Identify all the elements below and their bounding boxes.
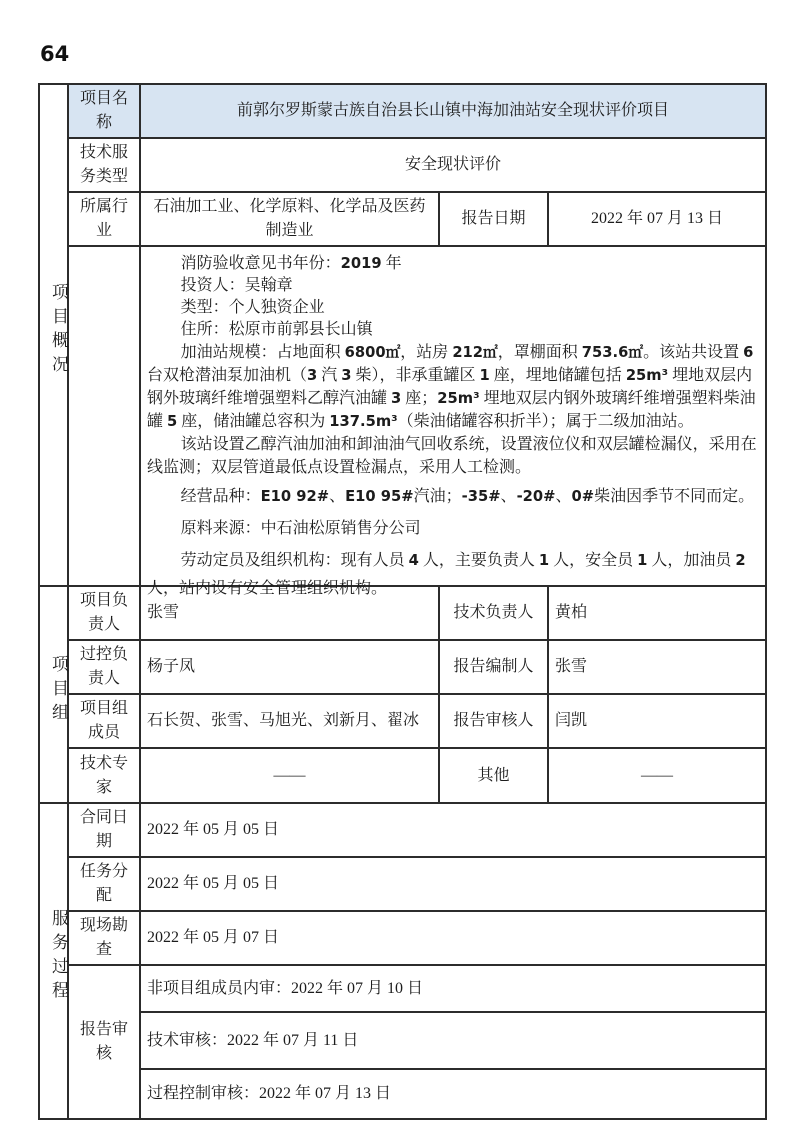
row-site-survey <box>39 911 766 965</box>
overview-line: 投资人：吴翰章 <box>180 277 293 294</box>
row-review-technical <box>39 1012 766 1069</box>
service-type-value: 安全现状评价 <box>140 138 766 192</box>
project-info-table <box>38 83 767 1120</box>
overview-line: 消防验收意见书年份：2019 年 <box>180 255 402 272</box>
team-members-label: 项目组成员 <box>68 694 140 748</box>
overview-details-text <box>147 253 759 597</box>
tech-leader-value: 黄柏 <box>548 586 766 640</box>
service-type-label: 技术服务类型 <box>68 138 140 192</box>
section-label-process <box>39 803 68 1119</box>
report-date-value: 2022 年 07 月 13 日 <box>548 192 766 246</box>
section-label-overview <box>39 84 68 586</box>
row-overview-details <box>39 246 766 586</box>
report-reviewer-label: 报告审核人 <box>439 694 548 748</box>
tech-leader-label: 技术负责人 <box>439 586 548 640</box>
task-assignment-label: 任务分配 <box>68 857 140 911</box>
row-review-process-control <box>39 1069 766 1119</box>
site-survey-label: 现场勘查 <box>68 911 140 965</box>
report-date-label: 报告日期 <box>439 192 548 246</box>
review-internal-value: 非项目组成员内审：2022 年 07 月 10 日 <box>140 965 766 1012</box>
team-side-label: 项目组 <box>49 654 68 727</box>
row-project-name <box>39 84 766 138</box>
report-review-label: 报告审核 <box>68 965 140 1119</box>
overview-line: 住所：松原市前郭县长山镇 <box>180 321 373 338</box>
overview-paragraph: 该站设置乙醇汽油加油和卸油油气回收系统，设置液位仪和双层罐检漏仪，采用在线监测；双层管道最低点设置检漏点，采用人工检测。 <box>147 436 757 476</box>
row-process-control-leader <box>39 640 766 694</box>
overview-empty-cell <box>68 246 140 586</box>
row-review-internal <box>39 965 766 1012</box>
overview-paragraph: 劳动定员及组织机构：现有人员 4 人，主要负责人 1 人，安全员 1 人，加油员 2 人，站内设有安全管理组织机构。 <box>147 552 746 597</box>
overview-side-label: 项目概况 <box>49 283 68 379</box>
process-side-label: 服务过程 <box>49 909 68 1005</box>
row-team-members <box>39 694 766 748</box>
tech-expert-value: —— <box>140 748 439 803</box>
project-leader-value: 张雪 <box>140 586 439 640</box>
overview-details <box>140 246 766 597</box>
row-contract-date <box>39 803 766 857</box>
project-leader-label: 项目负责人 <box>68 586 140 640</box>
section-label-team <box>39 586 68 803</box>
process-control-label: 过控负责人 <box>68 640 140 694</box>
industry-value: 石油加工业、化学原料、化学品及医药制造业 <box>140 192 439 246</box>
row-tech-expert <box>39 748 766 803</box>
overview-line: 类型：个人独资企业 <box>180 299 325 316</box>
row-task-assignment <box>39 857 766 911</box>
row-industry <box>39 192 766 246</box>
review-technical-value: 技术审核：2022 年 07 月 11 日 <box>140 1012 766 1069</box>
report-reviewer-value: 闫凯 <box>548 694 766 748</box>
review-process-control-value: 过程控制审核：2022 年 07 月 13 日 <box>140 1069 766 1119</box>
other-value: —— <box>548 748 766 803</box>
row-service-type <box>39 138 766 192</box>
contract-date-label: 合同日期 <box>68 803 140 857</box>
contract-date-value: 2022 年 05 月 05 日 <box>140 803 766 857</box>
task-assignment-value: 2022 年 05 月 05 日 <box>140 857 766 911</box>
tech-expert-label: 技术专家 <box>68 748 140 803</box>
industry-label: 所属行业 <box>68 192 140 246</box>
page-number: 64 <box>40 42 70 66</box>
project-name-value: 前郭尔罗斯蒙古族自治县长山镇中海加油站安全现状评价项目 <box>140 84 766 138</box>
report-writer-value: 张雪 <box>548 640 766 694</box>
team-members-value: 石长贺、张雪、马旭光、刘新月、翟冰 <box>140 694 439 748</box>
project-name-label: 项目名称 <box>68 84 140 138</box>
site-survey-value: 2022 年 05 月 07 日 <box>140 911 766 965</box>
overview-paragraph: 经营品种：E10 92#、E10 95#汽油；-35#、-20#、0#柴油因季节不同而定。 <box>180 488 755 505</box>
overview-paragraph: 加油站规模：占地面积 6800㎡，站房 212㎡，罩棚面积 753.6㎡。该站共设置 6 台双枪潜油泵加油机（3 汽 3 柴），非承重罐区 1 座，埋地储罐包括 25m³ 埋地双层内钢外玻璃纤维增强塑料乙醇汽油罐 3 座；25m³ 埋地双层内钢外玻璃纤维增强塑料柴油罐 5 座，储油罐总容积为 137.5m³（柴油储罐容积折半）；属于二级加油站。 <box>147 344 756 430</box>
other-label: 其他 <box>439 748 548 803</box>
report-writer-label: 报告编制人 <box>439 640 548 694</box>
overview-paragraph: 原料来源：中石油松原销售分公司 <box>180 520 421 537</box>
process-control-value: 杨子凤 <box>140 640 439 694</box>
